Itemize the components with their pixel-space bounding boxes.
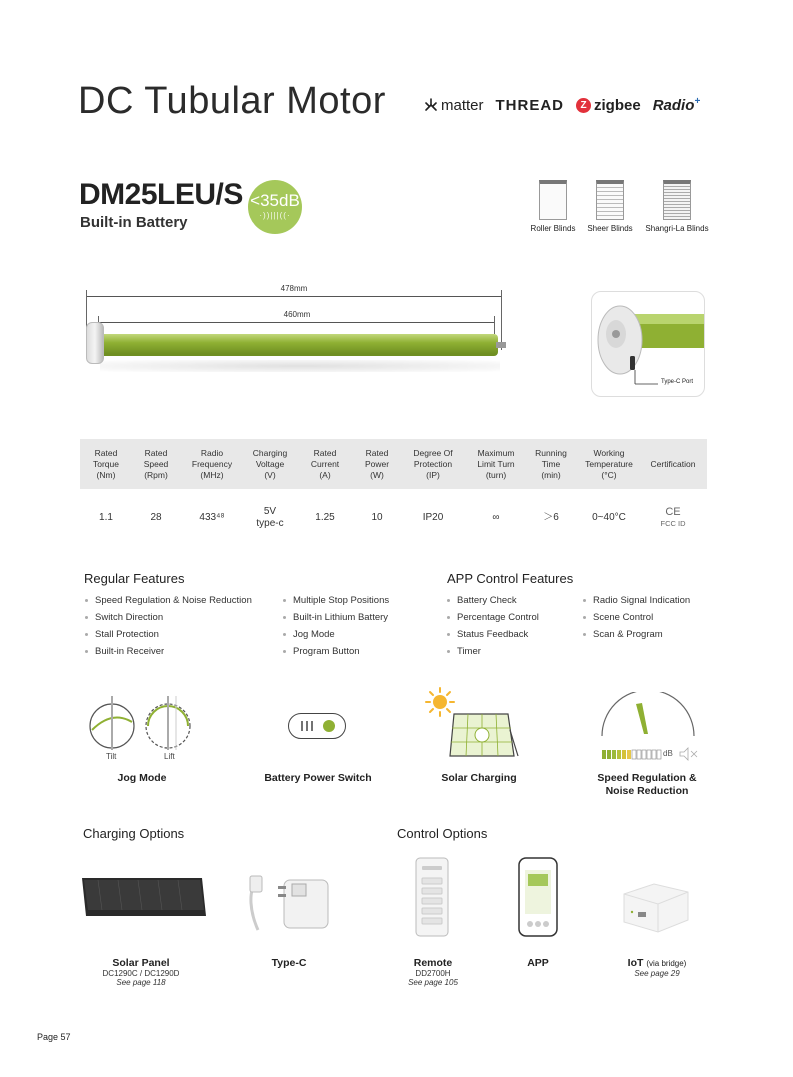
charging-options-title: Charging Options bbox=[83, 826, 185, 841]
blind-label: Shangri-La Blinds bbox=[645, 224, 709, 233]
spec-header-protection: Degree Of Protection (IP) bbox=[413, 447, 453, 480]
solar-charging-illustration bbox=[424, 686, 520, 760]
iot-page-ref: See page 29 bbox=[634, 969, 680, 978]
battery-power-switch-caption: Battery Power Switch bbox=[264, 772, 372, 784]
solar-panel-image bbox=[78, 870, 208, 920]
list-item: Multiple Stop Positions bbox=[283, 592, 433, 609]
shangri-la-blind-icon bbox=[663, 180, 691, 220]
app-name: APP bbox=[527, 957, 549, 969]
list-item: Built-in Lithium Battery bbox=[283, 609, 433, 626]
motor-shaft-pin bbox=[496, 342, 506, 348]
iot-name: IoT (via bridge) bbox=[627, 957, 687, 969]
remote-page-ref: See page 105 bbox=[408, 978, 458, 987]
spec-value-current: 1.25 bbox=[315, 512, 335, 523]
spec-header-power: Rated Power (W) bbox=[364, 447, 390, 480]
zigbee-text: zigbee bbox=[594, 96, 641, 114]
radio-plus-mark: + bbox=[694, 96, 701, 107]
type-c-charger-image bbox=[244, 872, 334, 934]
solar-panel-page-ref: See page 118 bbox=[116, 978, 166, 987]
matter-text: matter bbox=[441, 96, 484, 114]
ce-mark-icon: CE bbox=[665, 506, 681, 518]
app-features-title: APP Control Features bbox=[447, 571, 574, 586]
list-item: Built-in Receiver bbox=[85, 643, 285, 660]
fcc-mark-icon: FCC ID bbox=[660, 519, 686, 528]
type-c-name: Type-C bbox=[271, 957, 307, 969]
model-subtitle: Built-in Battery bbox=[80, 214, 188, 231]
dimension-total-label: 478mm bbox=[280, 284, 308, 293]
list-item: Program Button bbox=[283, 643, 433, 660]
spec-header-speed: Rated Speed (Rpm) bbox=[143, 447, 169, 480]
jog-mode-illustration bbox=[84, 690, 200, 770]
db-label: dB bbox=[663, 749, 673, 758]
list-item: Scene Control bbox=[583, 609, 713, 626]
list-item: Scan & Program bbox=[583, 626, 713, 643]
remote-image bbox=[412, 856, 452, 940]
spec-value-running-time: ＞6 bbox=[543, 512, 559, 523]
spec-value-speed: 28 bbox=[150, 512, 162, 523]
list-item: Status Feedback bbox=[447, 626, 587, 643]
motor-head-cap bbox=[86, 322, 104, 364]
type-c-option bbox=[248, 957, 330, 969]
jog-mode-caption: Jog Mode bbox=[117, 772, 167, 784]
remote-name: Remote bbox=[413, 957, 453, 969]
solar-panel-name: Solar Panel bbox=[112, 957, 170, 969]
spec-header-running-time: Running Time (min) bbox=[535, 447, 567, 480]
motor-shadow bbox=[100, 360, 500, 372]
thread-logo: THREAD bbox=[495, 96, 565, 114]
spec-table-row bbox=[80, 489, 707, 547]
sound-wave-icon: ·))|||((· bbox=[259, 210, 291, 220]
noise-level-badge bbox=[248, 180, 302, 234]
dimension-tube-line bbox=[98, 322, 494, 323]
spec-header-frequency: Radio Frequency (MHz) bbox=[191, 447, 233, 480]
blind-label: Roller Blinds bbox=[530, 224, 576, 233]
app-features-list-2 bbox=[583, 592, 713, 643]
motor-tube bbox=[98, 334, 498, 356]
spec-header-certification: Certification bbox=[650, 458, 696, 469]
dimension-tick bbox=[494, 316, 495, 334]
solar-charging-icon bbox=[424, 686, 520, 760]
lift-label: Lift bbox=[164, 752, 175, 761]
iot-option bbox=[612, 957, 702, 978]
spec-header-voltage: Charging Voltage (V) bbox=[252, 447, 288, 480]
radio-plus-logo bbox=[653, 96, 701, 114]
page-number: Page 57 bbox=[37, 1032, 71, 1042]
solar-panel-option bbox=[82, 957, 200, 987]
noise-level-value: <35dB bbox=[250, 190, 300, 210]
spec-value-temperature: 0~40°C bbox=[592, 512, 626, 523]
dimension-tick bbox=[501, 290, 502, 350]
tilt-label: Tilt bbox=[106, 752, 117, 761]
type-c-port-label: Type-C Port bbox=[661, 379, 694, 385]
solar-charging-caption: Solar Charging bbox=[441, 772, 517, 784]
spec-table-header bbox=[80, 439, 707, 489]
spec-value-frequency: 433⁴⁸ bbox=[199, 512, 225, 523]
zigbee-logo bbox=[576, 97, 641, 114]
list-item: Jog Mode bbox=[283, 626, 433, 643]
list-item: Speed Regulation & Noise Reduction bbox=[85, 592, 285, 609]
app-features-list-1 bbox=[447, 592, 587, 660]
dimension-tube bbox=[98, 310, 496, 319]
solar-panel-model: DC1290C / DC1290D bbox=[102, 969, 180, 978]
model-number: DM25LEU/S bbox=[79, 178, 243, 211]
radio-text: Radio bbox=[652, 97, 695, 114]
control-options-title: Control Options bbox=[397, 826, 488, 841]
list-item: Switch Direction bbox=[85, 609, 285, 626]
smartphone-app-image bbox=[516, 856, 560, 940]
regular-features-list-2 bbox=[283, 592, 433, 660]
matter-logo bbox=[424, 97, 484, 114]
spec-value-voltage: 5V type-c bbox=[256, 506, 284, 529]
spec-header-current: Rated Current (A) bbox=[310, 447, 340, 480]
remote-model: DD2700H bbox=[415, 969, 451, 978]
iot-bridge-image bbox=[618, 880, 692, 936]
page-title: DC Tubular Motor bbox=[78, 80, 386, 122]
list-item: Radio Signal Indication bbox=[583, 592, 713, 609]
list-item: Stall Protection bbox=[85, 626, 285, 643]
spec-value-certification bbox=[642, 489, 704, 547]
spec-header-torque: Rated Torque (Nm) bbox=[93, 447, 119, 480]
blind-shangri-la bbox=[635, 180, 719, 233]
app-option bbox=[506, 957, 570, 969]
dimension-total bbox=[86, 284, 502, 293]
speed-gauge-icon bbox=[596, 692, 700, 762]
sheer-blind-icon bbox=[596, 180, 624, 220]
protocol-logos bbox=[424, 96, 700, 114]
speed-regulation-caption: Speed Regulation & Noise Reduction bbox=[597, 772, 697, 797]
list-item: Percentage Control bbox=[447, 609, 587, 626]
speed-regulation-illustration bbox=[596, 692, 700, 762]
battery-power-switch-icon bbox=[288, 713, 346, 739]
dimension-total-line bbox=[86, 296, 502, 297]
list-item: Battery Check bbox=[447, 592, 587, 609]
roller-blind-icon bbox=[539, 180, 567, 220]
matter-icon bbox=[424, 98, 438, 112]
blind-label: Sheer Blinds bbox=[587, 224, 633, 233]
switch-graphic bbox=[289, 714, 345, 738]
dimension-tube-label: 460mm bbox=[283, 310, 311, 319]
regular-features-title: Regular Features bbox=[84, 571, 185, 586]
list-item: Timer bbox=[447, 643, 587, 660]
spec-value-limit-turn: ∞ bbox=[492, 512, 500, 523]
spec-value-power: 10 bbox=[371, 512, 383, 523]
zigbee-icon: Z bbox=[576, 98, 591, 113]
spec-value-torque: 1.1 bbox=[99, 512, 113, 523]
jog-mode-icon bbox=[84, 690, 200, 758]
spec-header-temperature: Working Temperature (°C) bbox=[585, 447, 633, 480]
spec-header-limit-turn: Maximum Limit Turn (turn) bbox=[477, 447, 515, 480]
remote-option bbox=[392, 957, 474, 987]
spec-value-protection: IP20 bbox=[422, 512, 444, 523]
regular-features-list-1 bbox=[85, 592, 285, 660]
